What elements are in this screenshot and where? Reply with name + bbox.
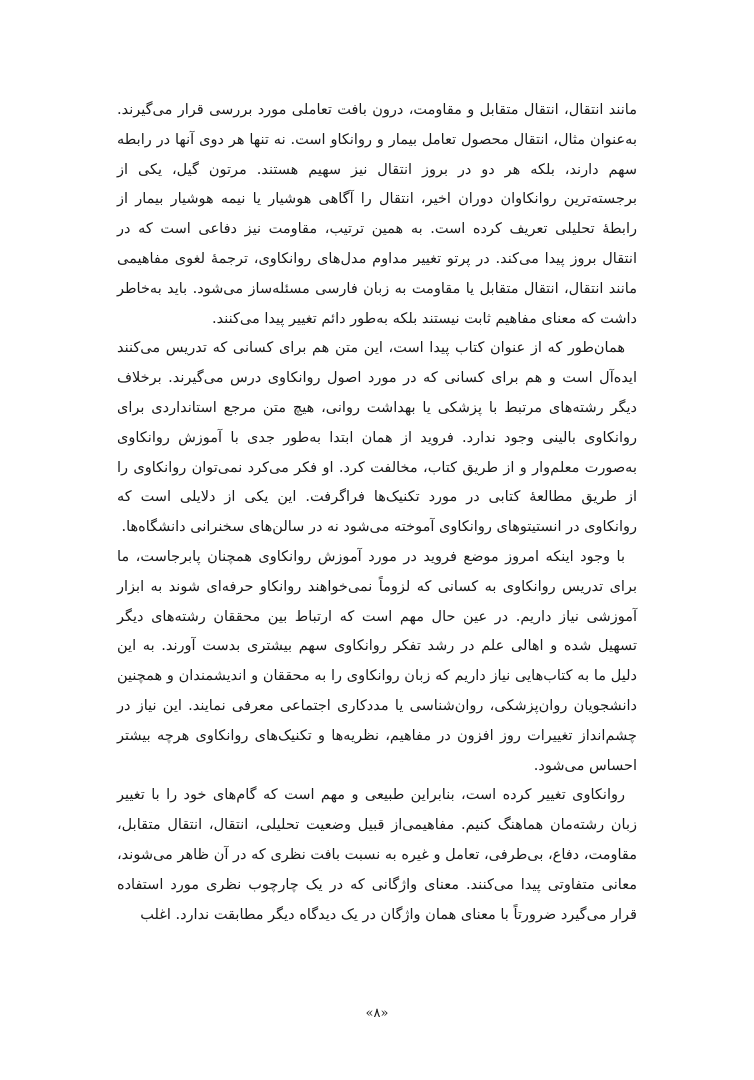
paragraph-3: با وجود اینکه امروز موضع فروید در مورد آموزش روانکاوی همچنان پابرجاست، ما برای تدریس روانکاوی به کسانی که لزوماً نمی‌خواهند روانکاو حرفه‌ای شوند به ابزار آموزشی نیاز داریم. در عین حال مهم است که ارتباط بین محققان رشته‌های دیگر تسهیل شده و اهالی علم در رشد تفکر روانکاوی سهم بیشتری بدست آورند. به این دلیل ما به کتاب‌هایی نیاز داریم که زبان روانکاوی را به محققان و اندیشمندان و همچنین دانشجویان روان‌پزشکی، روان‌شناسی یا مددکاری اجتماعی معرفی نمایند. این نیاز در چشم‌انداز تغییرات روز افزون در مفاهیم، نظریه‌ها و تکنیک‌های روانکاوی هرچه بیشتر احساس می‌شود.	[117, 548, 637, 774]
paragraph-1: مانند انتقال، انتقال متقابل و مقاومت، درون بافت تعاملی مورد بررسی قرار می‌گیرند. به‌عنوان مثال، انتقال محصول تعامل بیمار و روانکاو است. نه تنها هر دوی آنها در رابطه سهم دارند، بلکه هر دو در بروز انتقال نیز سهیم هستند. مرتون گیل، یکی از برجسته‌ترین روانکاوان دوران اخیر، انتقال را آگاهی هوشیار یا نیمه هوشیار بیمار از رابطهٔ تحلیلی تعریف کرده است. به همین ترتیب، مقاومت نیز دفاعی است که در انتقال بروز پیدا می‌کند. در پرتو تغییر مداوم مدل‌های روانکاوی، ترجمهٔ لغوی مفاهیمی مانند انتقال، انتقال متقابل یا مقاومت به زبان فارسی مسئله‌ساز می‌شود. باید به‌خاطر داشت که معنای مفاهیم ثابت نیستند بلکه به‌طور دائم تغییر پیدا می‌کنند.	[117, 102, 637, 327]
body-text	[117, 96, 637, 930]
paragraph-2: همان‌طور که از عنوان کتاب پیدا است، این متن هم برای کسانی که تدریس می‌کنند ایده‌آل است و هم برای کسانی که در مورد اصول روانکاوی درس می‌گیرند. برخلاف دیگر رشته‌های مرتبط با پزشکی یا بهداشت روانی، هیچ متن مرجع استانداردی برای روانکاوی بالینی وجود ندارد. فروید از همان ابتدا به‌طور جدی با آموزش روانکاوی به‌صورت معلم‌وار و از طریق کتاب، مخالفت کرد. او فکر می‌کرد نمی‌توان روانکاوی را از طریق مطالعهٔ کتابی در مورد تکنیک‌ها فراگرفت. این یکی از دلایلی است که روانکاوی در انستیتوهای روانکاوی آموخته می‌شود نه در سالن‌های سخنرانی دانشگاه‌ها.	[117, 340, 637, 536]
page-number: «۸»	[365, 1006, 389, 1021]
paragraph-4: روانکاوی تغییر کرده است، بنابراین طبیعی و مهم است که گام‌های خود را با تغییر زبان رشته‌مان هماهنگ کنیم. مفاهیمی‌از قبیل وضعیت تحلیلی، انتقال، انتقال متقابل، مقاومت، دفاع، بی‌طرفی، تعامل و غیره به نسبت بافت نظری که در آن ظاهر می‌شوند، معانی متفاوتی پیدا می‌کنند. معنای واژگانی که در یک چارچوب نظری مورد استفاده قرار می‌گیرد ضرورتاً با معنای همان واژگان در یک دیدگاه دیگر مطابقت ندارد. اغلب	[117, 787, 637, 923]
